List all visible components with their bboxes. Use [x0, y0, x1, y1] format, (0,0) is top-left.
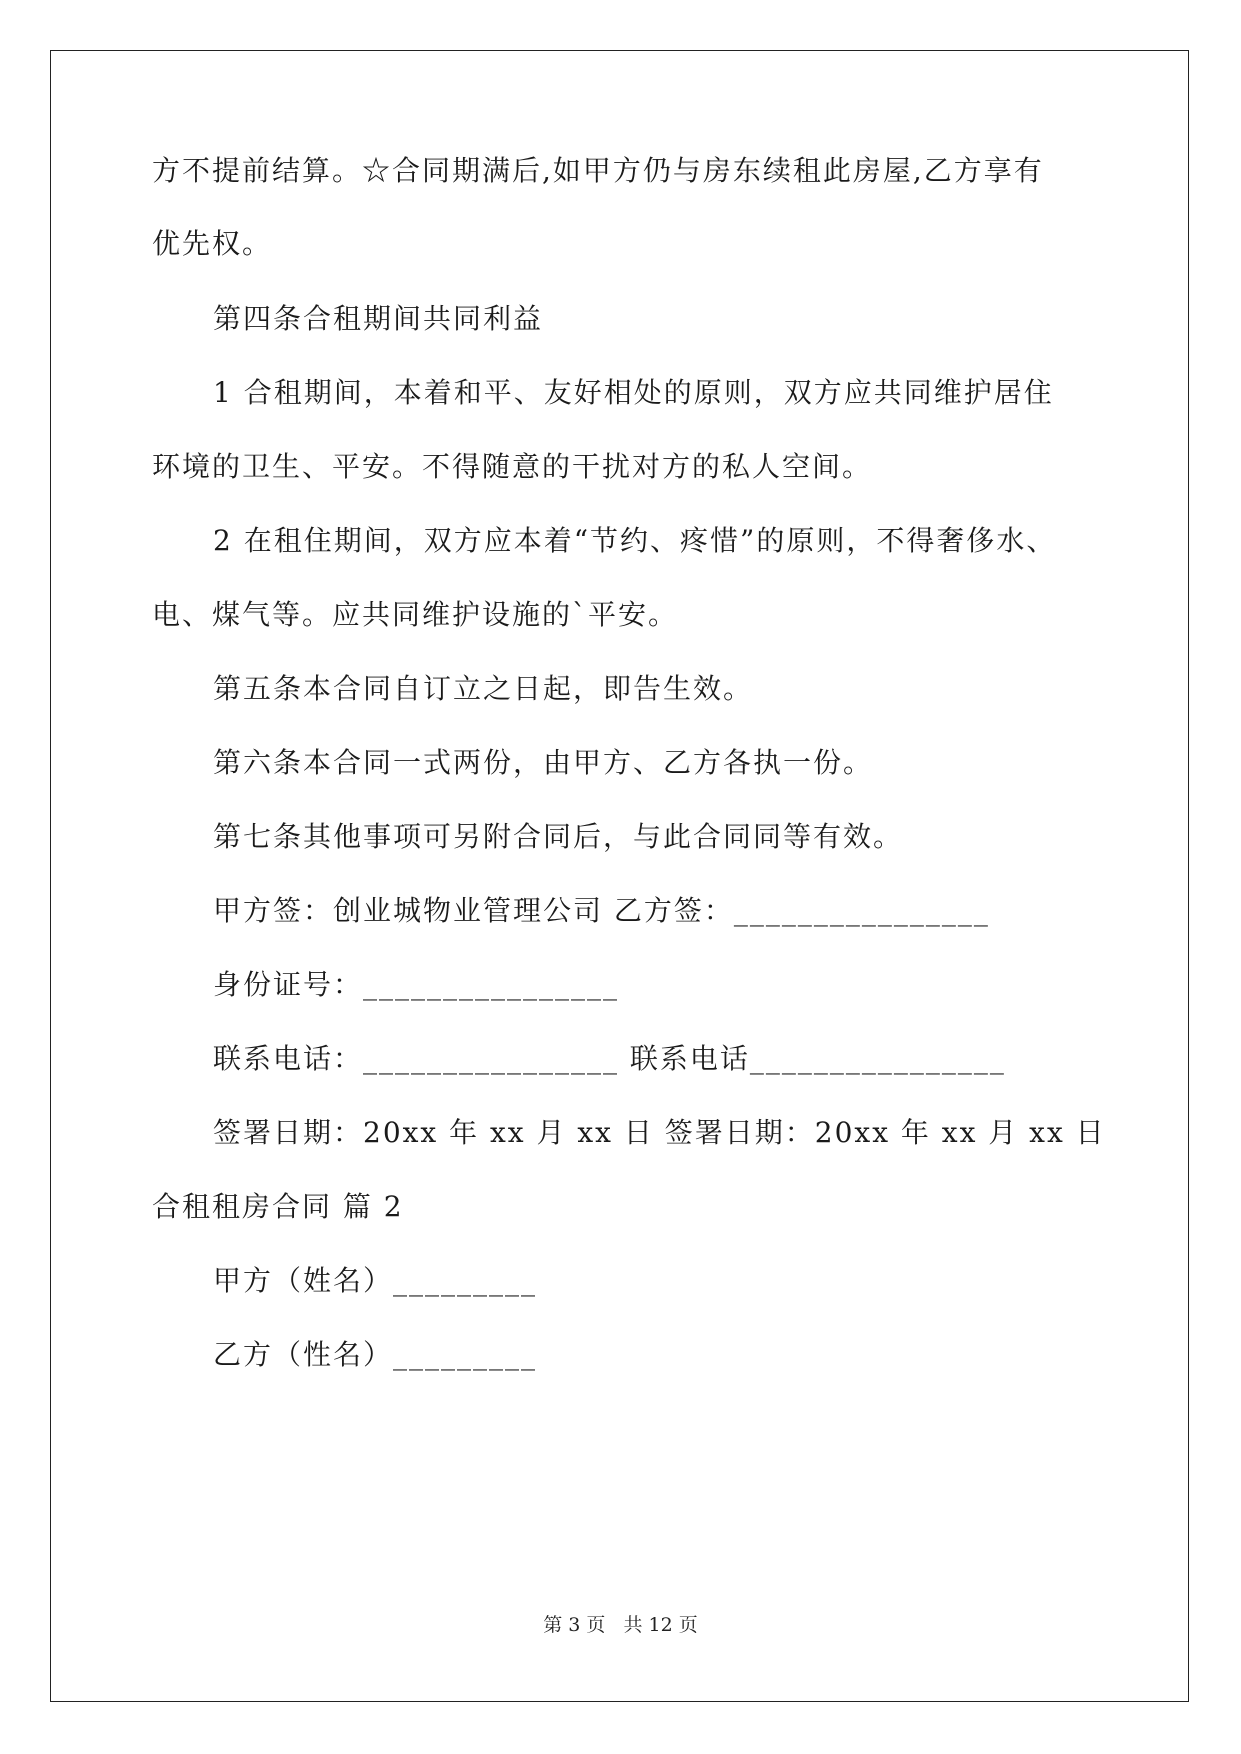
paragraph-line: 电、煤气等。应共同维护设施的`平安。 — [152, 598, 679, 631]
article-7: 第七条其他事项可另附合同后，与此合同同等有效。 — [213, 820, 904, 853]
section-title: 合租租房合同 篇 2 — [152, 1190, 404, 1223]
id-number-line: 身份证号：________________ — [213, 968, 620, 1001]
article-6: 第六条本合同一式两份，由甲方、乙方各执一份。 — [213, 746, 874, 779]
date-line: 签署日期：20xx 年 xx 月 xx 日 签署日期：20xx 年 xx 月 xx 日 — [213, 1116, 1106, 1149]
signature-line: 甲方签：创业城物业管理公司 乙方签：________________ — [213, 894, 990, 927]
article-5: 第五条本合同自订立之日起，即告生效。 — [213, 672, 754, 705]
paragraph-line: 2 在租住期间，双方应本着“节约、疼惜”的原则，不得奢侈水、 — [213, 524, 1057, 557]
page-border — [50, 50, 1189, 1702]
party-a-line: 甲方（姓名）_________ — [213, 1264, 538, 1297]
paragraph-line: 优先权。 — [152, 227, 273, 260]
paragraph-line: 环境的卫生、平安。不得随意的干扰对方的私人空间。 — [152, 450, 873, 483]
phone-line: 联系电话：________________ 联系电话________________ — [213, 1042, 1006, 1075]
article-heading: 第四条合租期间共同利益 — [213, 302, 544, 335]
party-b-line: 乙方（性名）_________ — [213, 1338, 538, 1371]
paragraph-line: 1 合租期间，本着和平、友好相处的原则，双方应共同维护居住 — [213, 376, 1054, 409]
page-footer: 第 3 页 共 12 页 — [543, 1614, 698, 1636]
paragraph-line: 方不提前结算。☆合同期满后,如甲方仍与房东续租此房屋,乙方享有 — [152, 154, 1044, 187]
